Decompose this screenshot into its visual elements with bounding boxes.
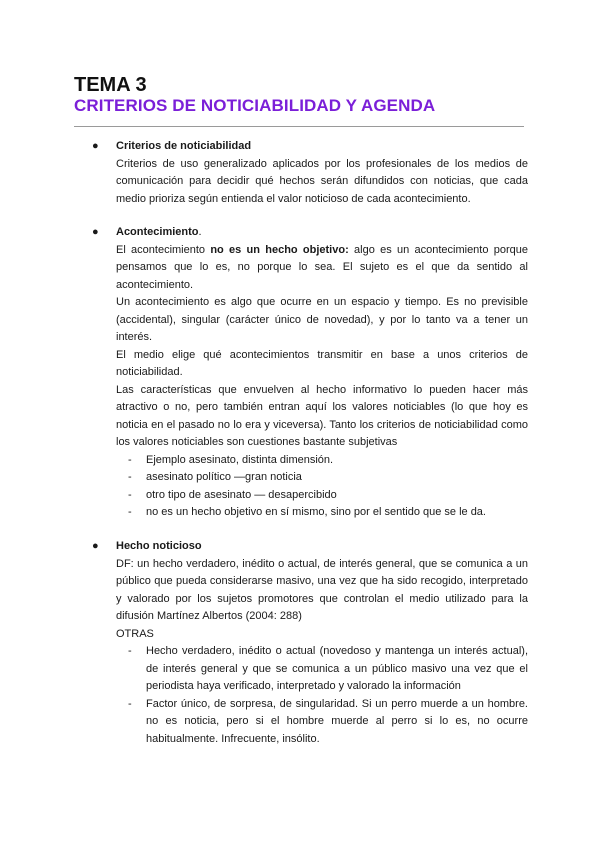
section-heading: Hecho noticioso: [116, 540, 202, 552]
page-subtitle: CRITERIOS DE NOTICIABILIDAD Y AGENDA: [74, 96, 436, 115]
dash-marker: -: [128, 453, 132, 466]
section-criterios: [92, 138, 528, 208]
list-item: [116, 487, 528, 505]
list-item-text: no es un hecho objetivo en sí mismo, sino por el sentido que se le da.: [146, 506, 486, 518]
dash-marker: -: [128, 697, 132, 710]
paragraph: Un acontecimiento es algo que ocurre en un espacio y tiempo. Es no previsible (accidental), singular (carácter único de novedad), y por lo tanto va a tener un interés.: [116, 296, 528, 343]
paragraph: OTRAS: [116, 627, 154, 640]
paragraph: El medio elige qué acontecimientos transmitir en base a unos criterios de noticiabilidad.: [116, 348, 528, 378]
others-list: [116, 643, 528, 748]
example-list: [116, 452, 528, 522]
list-item: [116, 504, 528, 522]
list-item: [116, 469, 528, 487]
text-run: algo es un acontecimiento porque pensamos que lo es, no porque lo sea. El sujeto es el que da sentido al acontecimiento.: [116, 243, 528, 291]
list-item-text: asesinato político —gran noticia: [146, 471, 302, 483]
heading-suffix: .: [198, 226, 202, 238]
section-acontecimiento: [92, 224, 528, 522]
section-heading: Criterios de noticiabilidad: [116, 140, 252, 152]
dash-marker: -: [128, 471, 132, 483]
list-item-text: Ejemplo asesinato, distinta dimensión.: [146, 453, 334, 466]
list-item: [116, 643, 528, 696]
dash-marker: -: [128, 488, 132, 501]
list-item-text: otro tipo de asesinato — desapercibido: [146, 488, 337, 501]
page-title: TEMA 3: [74, 74, 147, 96]
list-item-text: Factor único, de sorpresa, de singularidad. Si un perro muerde a un hombre. no es noticia, pero si el hombre muerde al perro si lo es, no ocurre habitualmente. Infrecuente, insólito.: [146, 697, 528, 745]
paragraph: Las características que envuelven al hecho informativo lo pueden hacer más atractivo o no, pero también entran aquí los valores noticiables (lo que hoy es noticia en el pasado no lo era y viceversa). Tanto los criterios de noticiabilidad como los valores noticiables son cuestiones bastante subjetivas: [116, 383, 528, 448]
bullet-icon: ●: [92, 540, 99, 552]
section-body: [116, 242, 528, 452]
text-run: El acontecimiento: [116, 243, 211, 256]
bullet-icon: ●: [92, 140, 99, 152]
bold-text: no es un hecho objetivo:: [210, 243, 349, 256]
dash-marker: -: [128, 506, 132, 518]
heading-text: Acontecimiento: [116, 226, 199, 238]
list-item: [116, 696, 528, 749]
section-hecho-noticioso: [92, 538, 528, 748]
divider: [74, 126, 524, 127]
paragraph: [116, 242, 528, 295]
section-body: [116, 556, 528, 644]
list-item-text: Hecho verdadero, inédito o actual (novedoso y mantenga un interés actual), de interés general y que se comunica a un público masivo una vez que el periodista haya verificado, interpretado y valorado la información: [146, 645, 528, 692]
list-item: [116, 452, 528, 470]
bullet-icon: ●: [92, 226, 99, 238]
section-heading: [116, 224, 528, 242]
dash-marker: -: [128, 645, 132, 657]
section-body: [116, 156, 528, 209]
paragraph: Criterios de uso generalizado aplicados por los profesionales de los medios de comunicación para decidir qué hechos serán difundidos con noticias, que cada medio prioriza según entienda el valor noticioso de cada acontecimiento.: [116, 157, 528, 205]
paragraph: DF: un hecho verdadero, inédito o actual, de interés general, que se comunica a un público que pueda considerarse masivo, una vez que ha sido recogido, interpretado y valorado por los sujetos promotores que controlan el medio utilizado para la difusión Martínez Albertos (2004: 288): [116, 557, 528, 622]
